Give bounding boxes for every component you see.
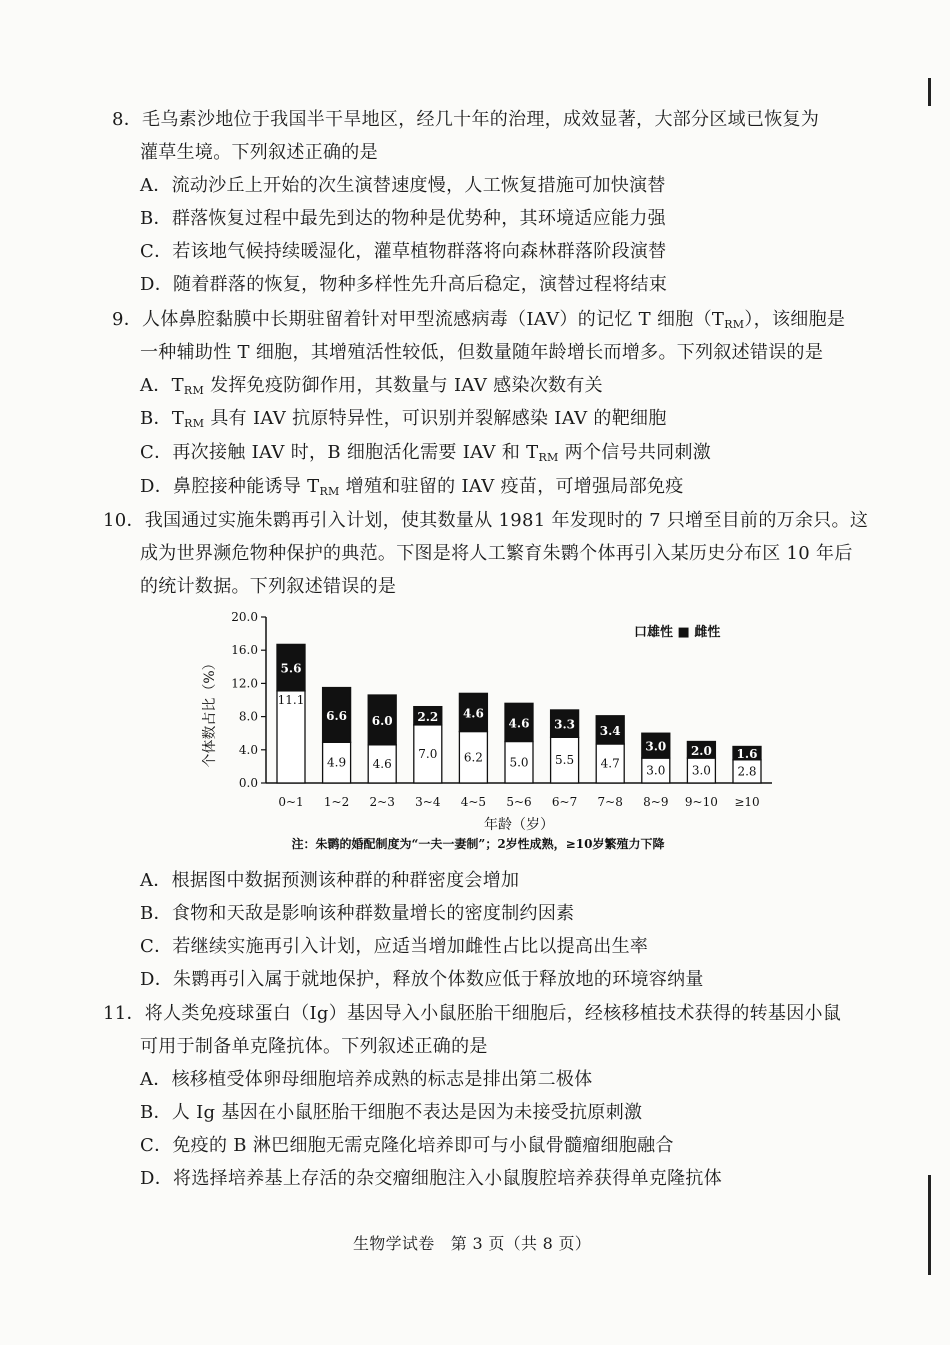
x-tick-label: 2~3 xyxy=(369,795,395,809)
q10-stem-line1: 10．我国通过实施朱鹮再引入计划，使其数量从 1981 年发现时的 7 只增至目前的万余只。这 xyxy=(103,510,869,531)
q8-option-b: B．群落恢复过程中最先到达的物种是优势种，其环境适应能力强 xyxy=(140,208,666,229)
q10-option-a: A．根据图中数据预测该种群的种群密度会增加 xyxy=(140,870,520,891)
y-tick-label: 16.0 xyxy=(231,643,258,658)
bar-label-male: 7.0 xyxy=(418,746,438,761)
x-tick-label: 5~6 xyxy=(506,795,532,809)
y-tick-label: 8.0 xyxy=(238,709,258,724)
q9-option-a: A．$T_{RM}$ 发挥免疫防御作用，其数量与 IAV 感染次数有关 xyxy=(140,375,603,397)
q10-stem-line3: 的统计数据。下列叙述错误的是 xyxy=(140,576,397,597)
q8-option-a: A．流动沙丘上开始的次生演替速度慢，人工恢复措施可加快演替 xyxy=(140,175,666,196)
bar-label-male: 4.7 xyxy=(600,756,620,771)
q10-stem-line2: 成为世界濒危物种保护的典范。下图是将人工繁育朱鹮个体再引入某历史分布区 10 年后 xyxy=(140,543,853,564)
bar-label-male: 6.2 xyxy=(463,750,483,765)
q11-option-d: D．将选择培养基上存活的杂交瘤细胞注入小鼠腹腔培养获得单克隆抗体 xyxy=(140,1168,723,1189)
q9-stem-text: 9．人体鼻腔黏膜中长期驻留着针对甲型流感病毒（IAV）的记忆 T 细胞（T xyxy=(112,309,725,330)
q9-stem-subscript: RM xyxy=(724,318,745,331)
q8-stem-line2: 灌草生境。下列叙述正确的是 xyxy=(140,142,378,163)
q9-stem-text-end: ），该细胞是 xyxy=(744,309,846,330)
bar-label-male: 4.6 xyxy=(372,756,392,771)
chart-legend: 口雄性 ■ 雌性 xyxy=(634,625,721,640)
q11-stem-line2: 可用于制备单克隆抗体。下列叙述正确的是 xyxy=(140,1036,488,1057)
q9-option-d: D．鼻腔接种能诱导 $T_{RM}$ 增殖和驻留的 IAV 疫苗，可增强局部免疫 xyxy=(140,476,684,498)
bar-label-male: 3.0 xyxy=(646,763,666,778)
q8-stem-line1: 8．毛乌素沙地位于我国半干旱地区，经几十年的治理，成效显著，大部分区域已恢复为 xyxy=(112,109,820,130)
bar-label-male: 5.5 xyxy=(555,753,575,768)
q11-option-c: C．免疫的 B 淋巴细胞无需克隆化培养即可与小鼠骨髓瘤细胞融合 xyxy=(140,1135,674,1156)
x-tick-label: 8~9 xyxy=(643,795,669,809)
bar-label-male: 4.9 xyxy=(327,755,347,770)
x-tick-label: 0~1 xyxy=(278,795,304,809)
x-tick-label: 3~4 xyxy=(415,795,441,809)
x-tick-label: ≥10 xyxy=(734,795,760,809)
q10-option-d: D．朱鹮再引入属于就地保护，释放个体数应低于释放地的环境容纳量 xyxy=(140,969,704,990)
q11-stem-line1: 11．将人类免疫球蛋白（Ig）基因导入小鼠胚胎干细胞后，经核移植技术获得的转基因小鼠 xyxy=(103,1003,842,1024)
bar-label-female: 3.4 xyxy=(599,723,621,738)
bar-label-female: 2.2 xyxy=(417,709,439,724)
q11-option-b: B．人 Ig 基因在小鼠胚胎干细胞不表达是因为未接受抗原刺激 xyxy=(140,1102,643,1123)
bar-label-female: 6.6 xyxy=(326,708,348,723)
y-tick-label: 20.0 xyxy=(231,610,258,624)
chart-note: 注：朱鹮的婚配制度为“一夫一妻制”；2岁性成熟，≥10岁繁殖力下降 xyxy=(291,837,665,851)
x-tick-label: 7~8 xyxy=(597,795,623,809)
page-footer: 生物学试卷 第 3 页（共 8 页） xyxy=(353,1234,592,1253)
y-tick-label: 12.0 xyxy=(231,676,258,691)
bar-label-female: 4.6 xyxy=(508,716,530,731)
y-tick-label: 4.0 xyxy=(238,742,258,757)
bar-label-female: 4.6 xyxy=(462,706,484,721)
x-tick-label: 1~2 xyxy=(323,795,350,809)
x-tick-label: 9~10 xyxy=(684,795,718,809)
x-tick-label: 6~7 xyxy=(551,795,578,809)
bar-label-female: 3.3 xyxy=(554,717,576,732)
bar-label-female: 6.0 xyxy=(371,713,393,728)
bar-label-female: 3.0 xyxy=(645,739,667,754)
bar-label-male: 2.8 xyxy=(737,764,757,779)
q8-option-d: D．随着群落的恢复，物种多样性先升高后稳定，演替过程将结束 xyxy=(140,274,668,295)
bar-label-female: 2.0 xyxy=(690,743,712,758)
q8-option-c: C．若该地气候持续暖湿化，灌草植物群落将向森林群落阶段演替 xyxy=(140,241,667,262)
bar-label-female: 1.6 xyxy=(736,747,758,762)
bar-label-male: 3.0 xyxy=(691,763,711,778)
x-axis-title: 年龄（岁） xyxy=(484,817,554,833)
y-axis-title: 个体数占比（%） xyxy=(202,656,218,768)
y-tick-label: 0.0 xyxy=(238,776,258,790)
q10-option-c: C．若继续实施再引入计划，应适当增加雌性占比以提高出生率 xyxy=(140,936,649,957)
q9-option-b: B．$T_{RM}$ 具有 IAV 抗原特异性，可识别并裂解感染 IAV 的靶细胞 xyxy=(140,408,667,430)
q10-option-b: B．食物和天敌是影响该种群数量增长的密度制约因素 xyxy=(140,903,575,924)
x-tick-label: 4~5 xyxy=(460,795,487,809)
q11-option-a: A．核移植受体卵母细胞培养成熟的标志是排出第二极体 xyxy=(140,1069,593,1090)
bar-label-male: 11.1 xyxy=(277,692,305,707)
bar-label-male: 5.0 xyxy=(509,755,529,770)
bar-label-female: 5.6 xyxy=(280,661,302,676)
page-edge-mark xyxy=(928,1175,931,1275)
q9-stem-line2: 一种辅助性 T 细胞，其增殖活性较低，但数量随年龄增长而增多。下列叙述错误的是 xyxy=(140,342,824,363)
q9-option-c: C．再次接触 IAV 时，B 细胞活化需要 IAV 和 $T_{RM}$ 两个信号共同刺激 xyxy=(140,442,712,464)
